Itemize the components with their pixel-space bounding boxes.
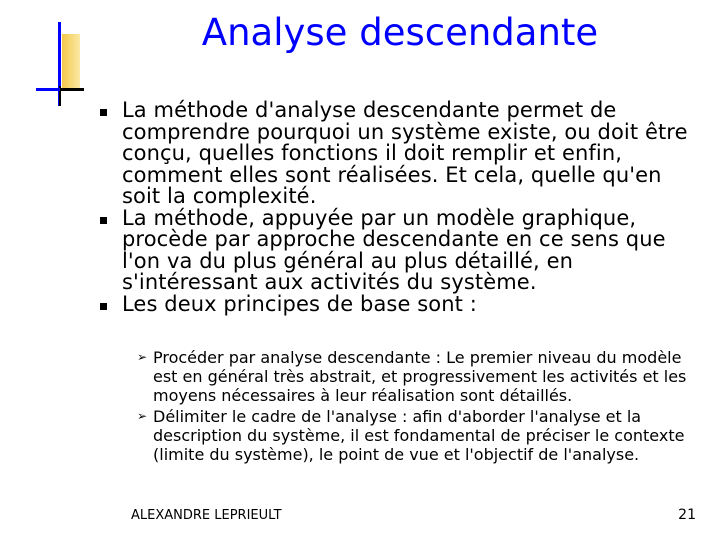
bullet-text: La méthode d'analyse descendante permet de comprendre pourquoi un système existe, ou doit être conçu, quelles fonctions il doit remplir et enfin, comment elles sont réalisées. Et cela, quelle qu'en soit la complexité. (122, 98, 688, 208)
bullet-text: La méthode, appuyée par un modèle graphique, procède par approche descendante en ce sens que l'on va du plus général au plus détaillé, en s'intéressant aux activités du système. (122, 205, 666, 294)
ornament-gold-bar (62, 34, 80, 90)
sub-bullet-item (137, 407, 692, 464)
sub-bullet-text: Procéder par analyse descendante : Le premier niveau du modèle est en général très abstrait, et progressivement les activités et les moyens nécessaires à leur réalisation sont détaillés. (153, 348, 687, 405)
bullet-item (100, 291, 700, 316)
arrow-bullet-icon: ➢ (137, 409, 148, 423)
slide-title: Analyse descendante (201, 11, 599, 54)
bullet-item (100, 205, 700, 294)
main-bullet-list (100, 100, 700, 315)
footer-author: ALEXANDRE LEPRIEULT (131, 508, 282, 523)
square-bullet-icon (100, 303, 107, 310)
sub-bullet-list (137, 348, 692, 464)
bullet-item (100, 100, 700, 208)
bullet-text: Les deux principes de base sont : (122, 291, 477, 316)
arrow-bullet-icon: ➢ (137, 350, 148, 364)
ornament-horizontal-line-blue (36, 88, 60, 91)
square-bullet-icon (100, 217, 107, 224)
square-bullet-icon (100, 109, 107, 116)
sub-bullet-text: Délimiter le cadre de l'analyse : afin d'aborder l'analyse et la description du système, il est fondamental de préciser le contexte (limite du système), le point de vue et l'objectif de l'analyse. (153, 407, 685, 464)
page-number: 21 (678, 507, 696, 523)
sub-bullet-item (137, 348, 692, 405)
